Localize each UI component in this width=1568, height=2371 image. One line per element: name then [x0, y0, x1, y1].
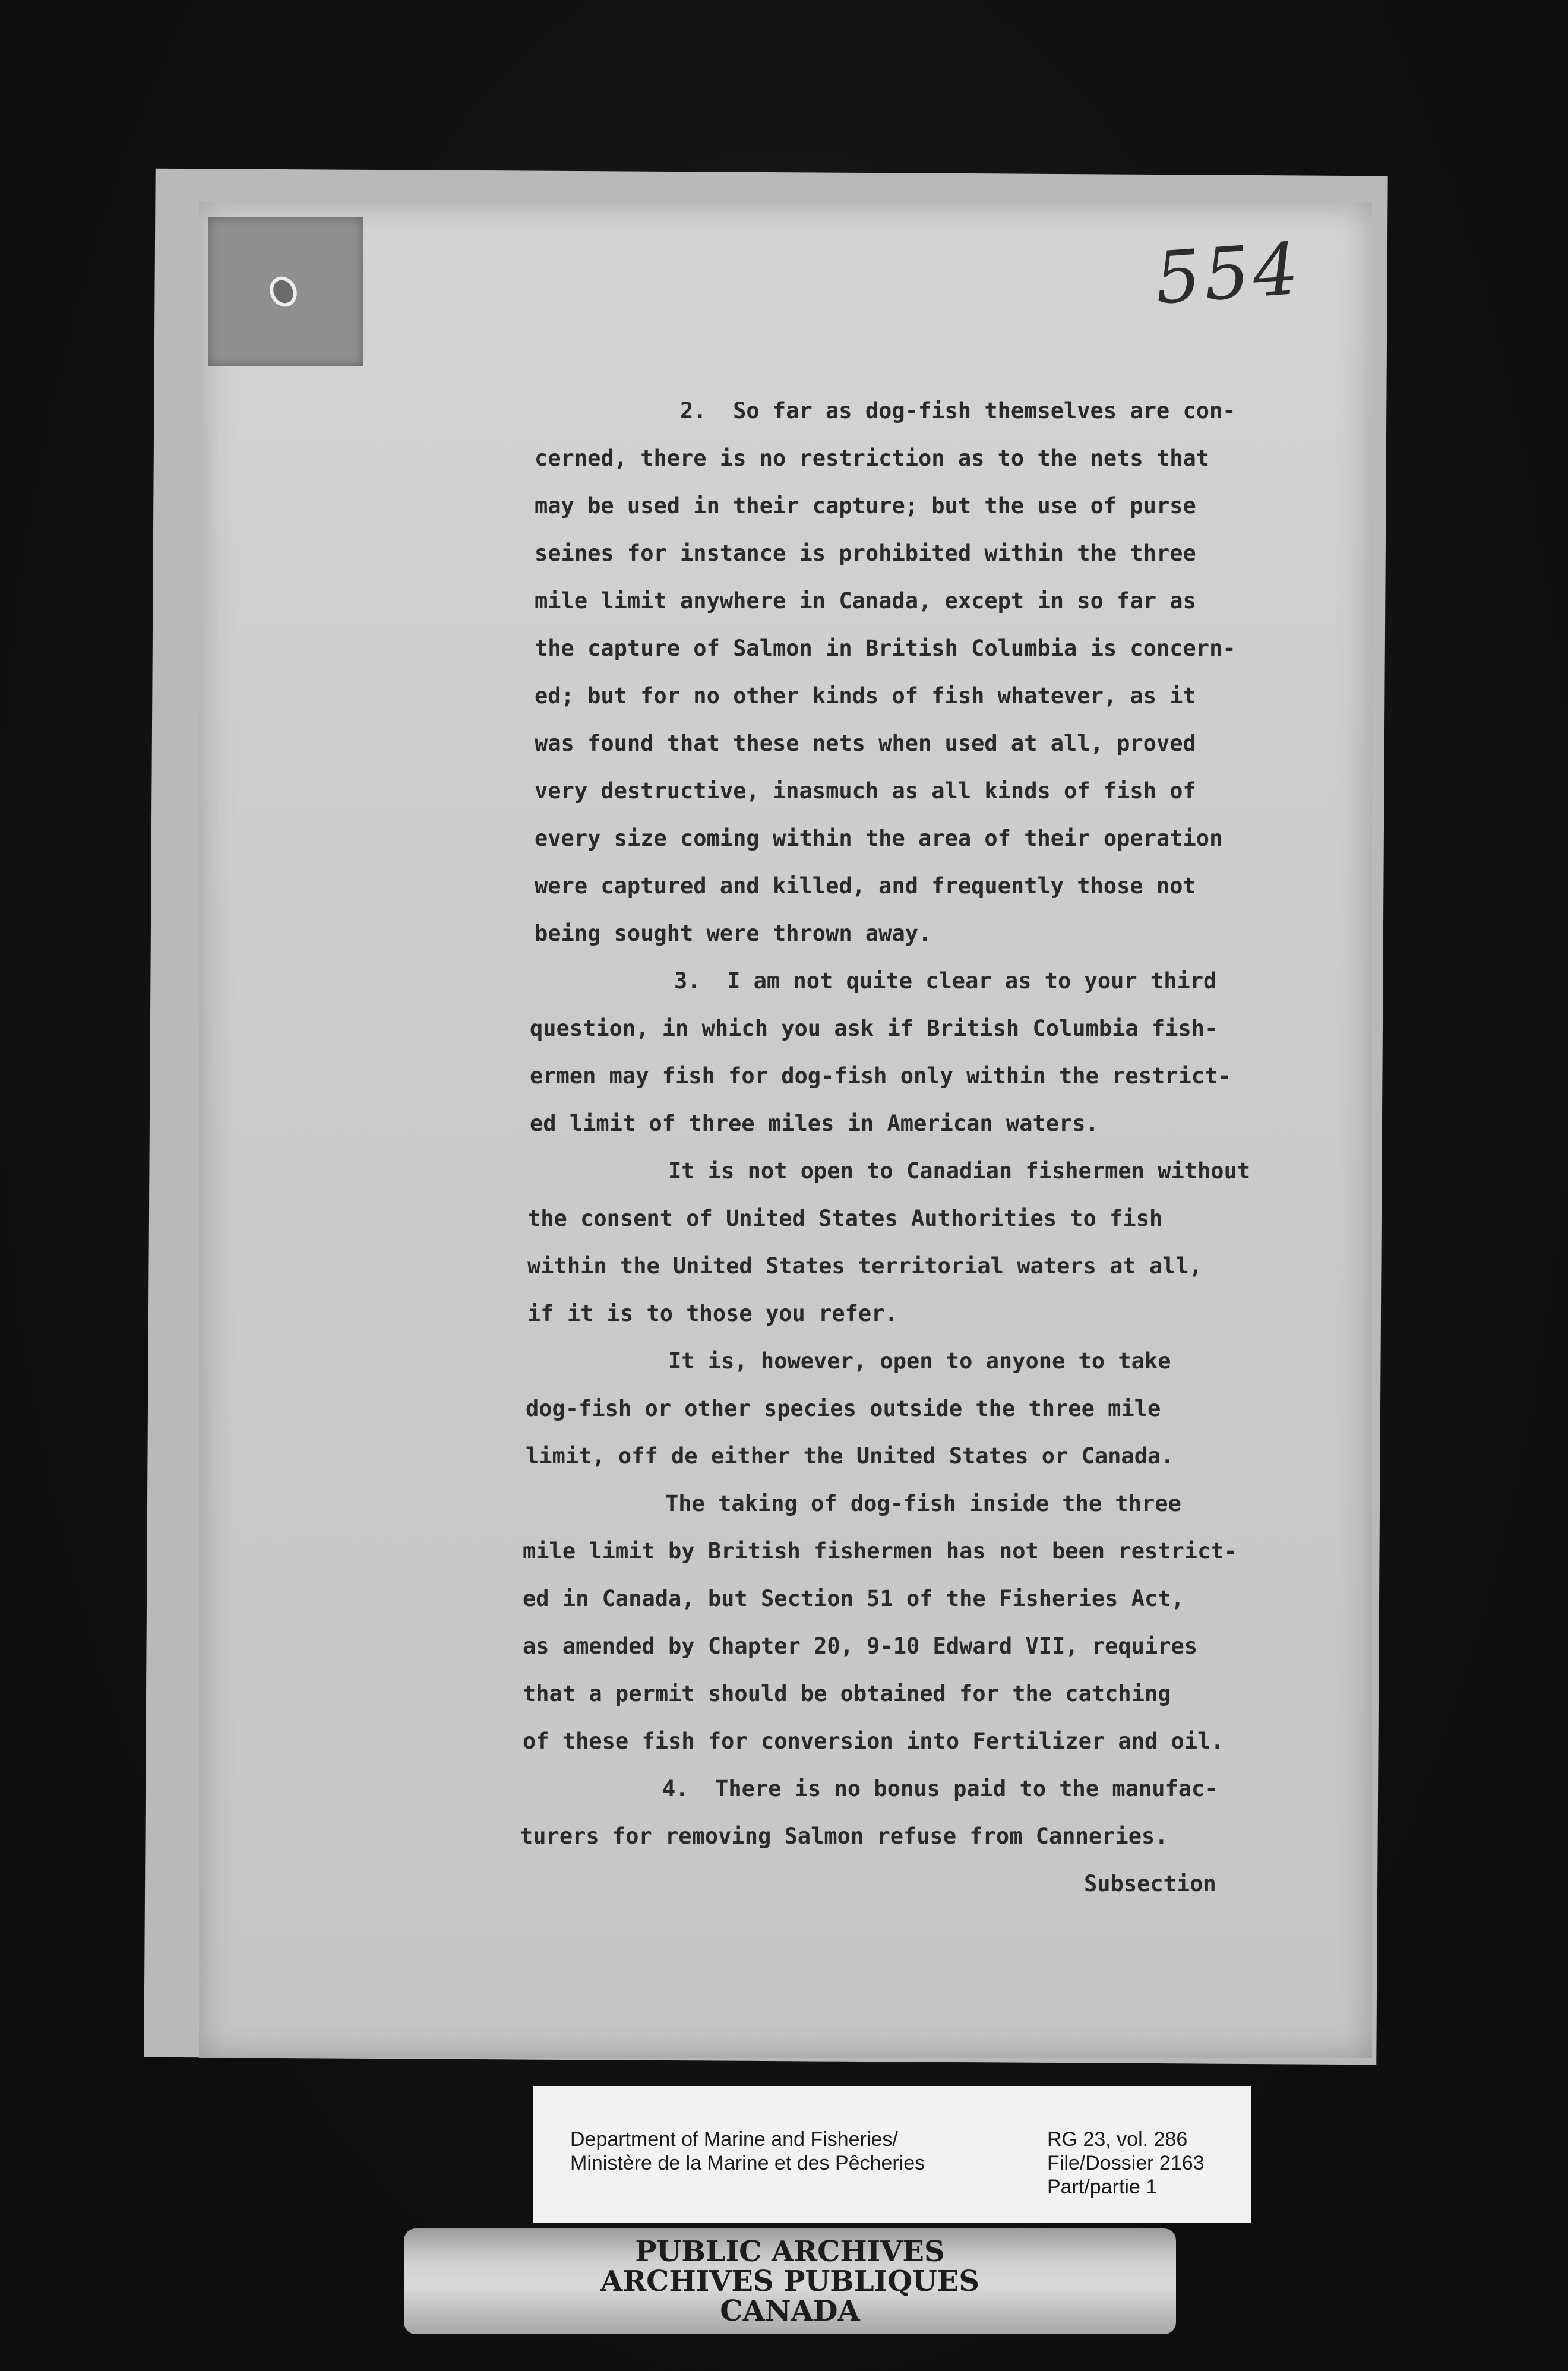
text-line: ed; but for no other kinds of fish whatever, as it [535, 683, 1196, 709]
text-line: Subsection [1084, 1871, 1216, 1896]
text-line: ermen may fish for dog-fish only within the restrict- [530, 1063, 1231, 1089]
document-page [199, 202, 1372, 2058]
archives-label-french: ARCHIVES PUBLIQUES [600, 2265, 979, 2298]
department-english: Department of Marine and Fisheries/ [570, 2128, 898, 2151]
archives-label-english: PUBLIC ARCHIVES [635, 2235, 945, 2268]
text-line: the consent of United States Authorities to fish [527, 1206, 1163, 1231]
public-archives-label [404, 2228, 1176, 2334]
text-line: mile limit anywhere in Canada, except in so far as [535, 588, 1196, 614]
text-line: as amended by Chapter 20, 9-10 Edward VII, requires [523, 1633, 1198, 1659]
text-line: seines for instance is prohibited within the three [535, 540, 1196, 566]
record-group: RG 23, vol. 286 [1047, 2128, 1188, 2151]
text-line: of these fish for conversion into Fertilizer and oil. [523, 1728, 1224, 1754]
text-line: limit, off de either the United States or Canada. [526, 1443, 1174, 1469]
text-line: very destructive, inasmuch as all kinds of fish of [535, 778, 1196, 804]
text-line: that a permit should be obtained for the catching [523, 1681, 1171, 1706]
text-line: 4. There is no bonus paid to the manufac- [662, 1776, 1218, 1801]
text-line: cerned, there is no restriction as to the nets that [535, 445, 1210, 471]
text-line: may be used in their capture; but the use of purse [535, 493, 1196, 519]
department-name [570, 2127, 925, 2175]
folio-number: 554 [1152, 227, 1305, 321]
archive-reference-stamp [533, 2086, 1251, 2223]
text-line: The taking of dog-fish inside the three [665, 1491, 1181, 1516]
text-line: ed limit of three miles in American waters. [530, 1111, 1099, 1136]
part-number: Part/partie 1 [1047, 2176, 1158, 2198]
text-line: every size coming within the area of their operation [535, 826, 1223, 851]
text-line: question, in which you ask if British Columbia fish- [530, 1016, 1218, 1041]
text-line: mile limit by British fishermen has not been restrict- [523, 1538, 1237, 1564]
text-line: were captured and killed, and frequently those not [535, 873, 1196, 899]
text-line: within the United States territorial waters at all, [527, 1253, 1203, 1279]
text-line: the capture of Salmon in British Columbia is concern- [535, 636, 1236, 661]
text-line: ed in Canada, but Section 51 of the Fisheries Act, [523, 1586, 1184, 1611]
archives-label-country: CANADA [720, 2294, 860, 2328]
archives-label-text [404, 2237, 1176, 2326]
text-line: dog-fish or other species outside the three mile [526, 1396, 1161, 1421]
text-line: being sought were thrown away. [535, 921, 932, 946]
text-line: It is, however, open to anyone to take [668, 1348, 1171, 1374]
typed-letter-body [199, 202, 1372, 2058]
text-line: turers for removing Salmon refuse from Canneries. [520, 1823, 1168, 1849]
record-reference [1047, 2127, 1205, 2199]
text-line: was found that these nets when used at all, proved [535, 731, 1196, 756]
file-number: File/Dossier 2163 [1047, 2152, 1205, 2174]
department-french: Ministère de la Marine et des Pêcheries [570, 2152, 925, 2174]
text-line: 3. I am not quite clear as to your third [674, 968, 1217, 994]
text-line: if it is to those you refer. [527, 1301, 898, 1326]
text-line: 2. So far as dog-fish themselves are con- [680, 398, 1236, 423]
text-line: It is not open to Canadian fishermen without [668, 1158, 1251, 1184]
